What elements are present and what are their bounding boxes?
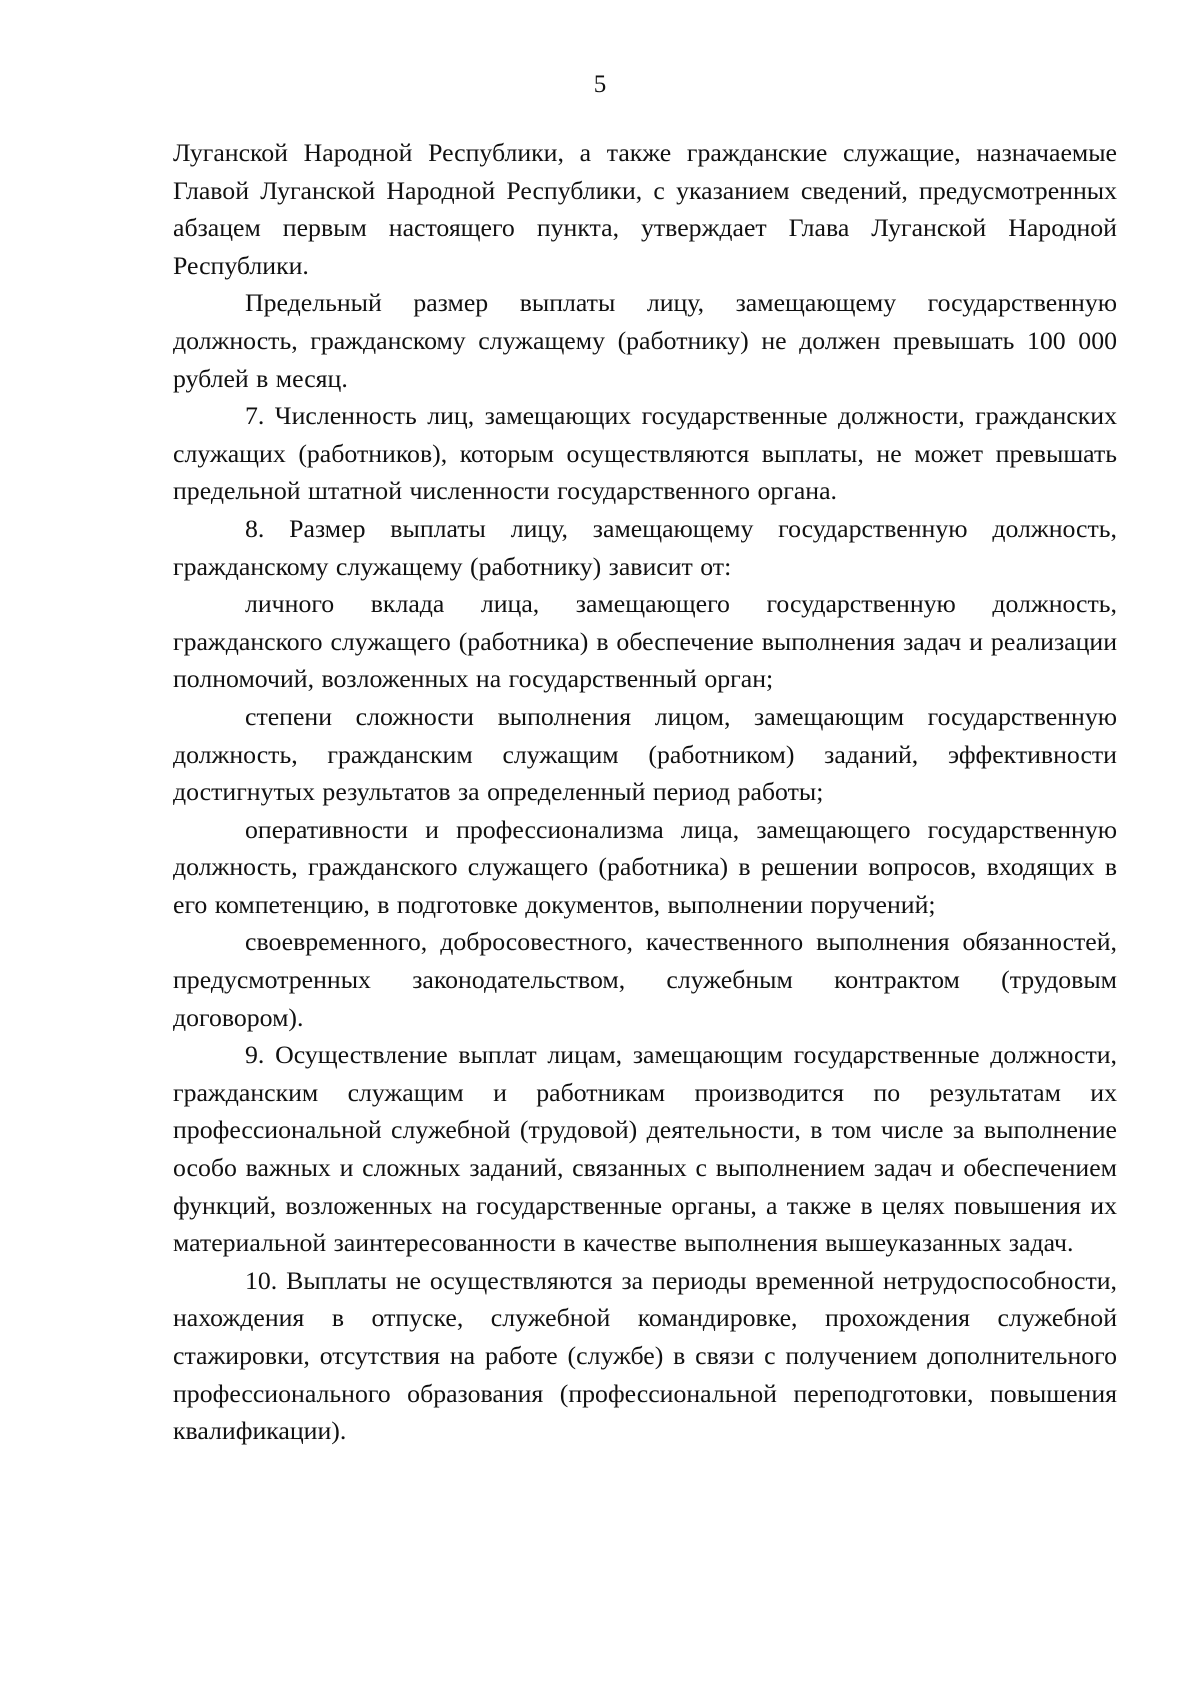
paragraph-item-7: 7. Численность лиц, замещающих государственные должности, гражданских служащих (работников), которым осуществляются выплаты, не может превышать предельной штатной численности государственного органа. bbox=[173, 401, 1117, 506]
paragraph-criterion-complexity: степени сложности выполнения лицом, замещающим государственную должность, гражданским служащим (работником) заданий, эффективности достигнутых результатов за определенный период работы; bbox=[173, 701, 1117, 807]
paragraph-item-8: 8. Размер выплаты лицу, замещающему государственную должность, гражданскому служащему (работнику) зависит от: bbox=[173, 513, 1117, 581]
paragraph-payment-limit: Предельный размер выплаты лицу, замещающему государственную должность, гражданскому служащему (работнику) не должен превышать 100 000 рублей в месяц. bbox=[173, 288, 1117, 393]
paragraph-criterion-contribution: личного вклада лица, замещающего государственную должность, гражданского служащего (работника) в обеспечение выполнения задач и реализации полномочий, возложенных на государственный орган; bbox=[173, 589, 1117, 694]
paragraph-criterion-timeliness: своевременного, добросовестного, качественного выполнения обязанностей, предусмотренных законодательством, служебным контрактом (трудовым договором). bbox=[173, 927, 1117, 1032]
page-number: 5 bbox=[593, 71, 607, 98]
paragraph-criterion-efficiency: оперативности и профессионализма лица, замещающего государственную должность, гражданского служащего (работника) в решении вопросов, входящих в его компетенцию, в подготовке документов, выполнении поручений; bbox=[173, 814, 1117, 919]
document-body bbox=[173, 134, 1117, 1450]
paragraph-item-10: 10. Выплаты не осуществляются за периоды временной нетрудоспособности, нахождения в отпуске, служебной командировке, прохождения служебной стажировки, отсутствия на работе (службе) в связи с получением дополнительного профессионального образования (профессиональной переподготовки, повышения квалификации). bbox=[173, 1265, 1117, 1446]
paragraph-continuation: Луганской Народной Республики, а также гражданские служащие, назначаемые Главой Луганской Народной Республики, с указанием сведений, предусмотренных абзацем первым настоящего пункта, утверждает Глава Луганской Народной Республики. bbox=[173, 138, 1117, 280]
paragraph-item-9: 9. Осуществление выплат лицам, замещающим государственные должности, гражданским служащим и работникам производится по результатам их профессиональной служебной (трудовой) деятельности, в том числе за выполнение особо важных и сложных заданий, связанных с выполнением задач и обеспечением функций, возложенных на государственные органы, а также в целях повышения их материальной заинтересованности в качестве выполнения вышеуказанных задач. bbox=[173, 1040, 1117, 1258]
